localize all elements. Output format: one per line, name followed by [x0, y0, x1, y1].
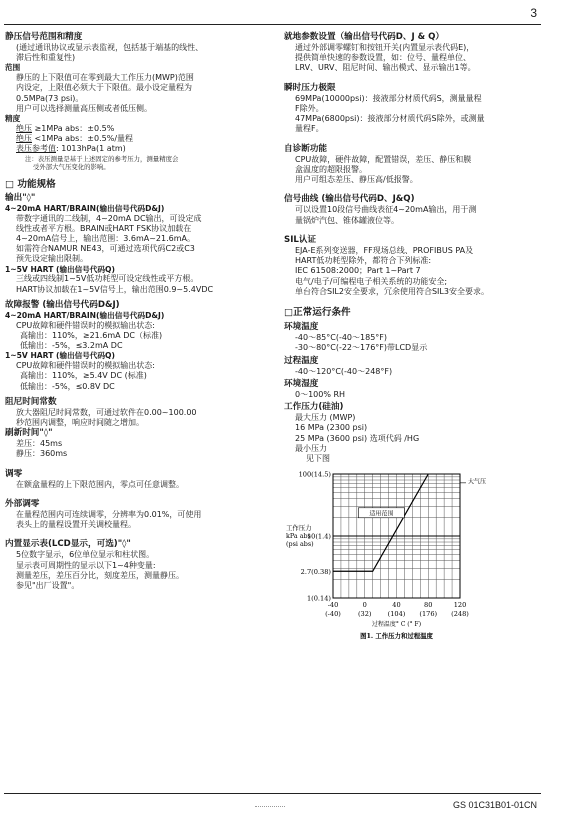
text-line: 最小压力 [295, 443, 327, 453]
text-line: 如需符合NAMUR NE43，可通过选项代码C2或C3 [16, 244, 195, 254]
y-axis-label: 工作压力 [286, 524, 312, 533]
range-intro [5, 43, 275, 63]
y-axis-label: (psi abs) [286, 540, 314, 549]
humidity-title: 环境湿度 [284, 378, 319, 389]
burst-text [284, 94, 542, 135]
range-line: (通过通讯协议或显示表监视，包括基于端基的线性、 [16, 43, 204, 52]
external-zero-title: 外部调零 [5, 498, 40, 509]
text-line: 单台符合SIL2安全要求，冗余使用符合SIL3安全要求。 [295, 286, 489, 296]
diag-text [284, 155, 542, 186]
y-axis-label: kPa abs [286, 532, 311, 541]
gauge-reference [16, 144, 275, 154]
process-text: -40～120°C(-40～248°F) [295, 366, 393, 376]
page-number: 3 [530, 6, 537, 20]
text-line: 16 MPa (2300 psi) [295, 423, 368, 433]
x-axis-label: 过程温度° C (° F) [371, 621, 422, 629]
refresh-static: 静压：360ms [16, 449, 68, 459]
output-15v-text [5, 274, 275, 294]
text-line: 放大器阻尼时间常数，可通过软件在0.00~100.00 [16, 407, 197, 417]
text-line: 三线或四线制1~5V低功耗型可设定线性或平方根。 [16, 274, 199, 284]
atmospheric-label: 大气压 [468, 478, 487, 486]
note-line: 受外部大气压变化的影响。 [33, 162, 110, 171]
lcd-title: 内置显示表(LCD显示，可选)"◊" [5, 539, 131, 550]
accuracy-sub: 精度 [5, 114, 21, 124]
text-line: IEC 61508:2000；Part 1~Part 7 [295, 266, 421, 276]
text-line: 最大压力 (MWP) [295, 413, 356, 423]
ambient-title: 环境温度 [284, 322, 319, 333]
y-tick-label: 2.7(0.38) [300, 568, 331, 577]
abs-value: <1MPa abs：±0.5%/量程 [32, 134, 134, 144]
gauge-ref-value: : 1013hPa(1 atm) [56, 144, 126, 154]
text-line: 表头上的量程设置开关调校量程。 [16, 520, 136, 530]
process-title: 过程温度 [284, 355, 319, 366]
text-line: LRV、URV、阻尼时间、输出模式、显示输出1等。 [295, 63, 476, 73]
text-line: 电气/电子/可编程电子相关系统的功能安全; [295, 276, 448, 286]
text-line: 5位数字显示，6位单位显示和柱状图。 [16, 550, 155, 560]
functional-spec-heading: □ 功能规格 [5, 178, 56, 190]
header-rule [4, 24, 541, 25]
alarm-15v-high: 高输出：110%，≥5.4V DC (标准) [20, 371, 147, 381]
range-sub: 范围 [5, 63, 21, 73]
text-line: -30～80°C(-22～176°F)带LCD显示 [295, 343, 428, 353]
local-setting-title: 就地参数设置（输出信号代码D、J & Q） [284, 32, 445, 42]
alarm-15v-sub: 1~5V HART (输出信号代码Q) [5, 351, 115, 361]
abs-label: 绝压 [16, 134, 32, 144]
diag-title: 自诊断功能 [284, 143, 327, 154]
x-tick-label: 80 [424, 601, 433, 610]
alarm-15v-low: 低输出：-5%，≤0.8V DC [20, 381, 115, 391]
text-line: -40～85°C(-40～185°F) [295, 333, 388, 343]
text-line: 秒范围内调整，响应时间随之增加。 [16, 417, 144, 427]
alarm-hart-brain-text: CPU故障和硬件错误时的模拟输出状态: [16, 320, 155, 330]
sil-title: SIL认证 [284, 234, 317, 245]
pressure-temperature-chart [284, 470, 534, 641]
footer-rule [4, 793, 541, 794]
range-title: 静压信号范围和精度 [5, 32, 83, 42]
text-line: 带数字通讯的二线制，4~20mA DC输出，可设定成 [16, 213, 202, 223]
text-line: 用户可组态差压、静压高/低报警。 [295, 175, 418, 185]
working-pressure-title: 工作压力(硅油) [284, 402, 344, 413]
lcd-text [5, 550, 275, 591]
y-tick-label: 10(1.4) [306, 532, 331, 541]
text-line: HART低功耗型除外，都符合下列标准: [295, 256, 432, 266]
x-tick-label-f: (-40) [325, 610, 341, 619]
curve-text [284, 205, 542, 225]
alarm-hart-brain-sub: 4~20mA HART/BRAIN(输出信号代码D&J) [5, 310, 165, 320]
x-tick-label: 40 [392, 601, 401, 610]
text-line: 量锅炉汽包、锥体罐液位等。 [295, 215, 399, 225]
text-line: 预先设定输出限制。 [16, 254, 88, 264]
abs-value: ≥1MPa abs：±0.5% [32, 123, 115, 133]
text-line: 4~20mA信号上，输出范围：3.6mA~21.6mA。 [16, 234, 196, 243]
text-line: CPU故障，硬件故障，配置错误，差压、静压和膜 [295, 154, 472, 164]
curve-title: 信号曲线 (输出信号代码D、J&Q) [284, 194, 415, 205]
note-line: 注：表压测量是基于上述固定的参考压力，测量精度会 [25, 154, 179, 163]
zero-text: 在额盒量程的上下限范围内，零点可任意调整。 [16, 479, 184, 489]
refresh-title: 刷新时间"◊" [5, 428, 53, 439]
text-line: 显示表可周期性的显示以下1~4种变量: [16, 560, 156, 570]
accuracy-list [5, 124, 275, 155]
chart-svg [284, 470, 534, 640]
abs-label: 绝压 [16, 123, 32, 133]
gauge-note [5, 155, 275, 171]
region-label: 适用范围 [369, 510, 394, 518]
text-line: 69MPa(10000psi)：接液部分材质代码S，测量量程 [295, 93, 482, 103]
text-line: 测量差压，差压百分比，刻度差压，测量静压。 [16, 570, 184, 580]
left-column [5, 32, 275, 591]
text-line: F除外。 [295, 103, 324, 113]
ambient-text [284, 333, 542, 353]
range-line: 滞后性和重复性) [16, 53, 76, 63]
burst-title: 瞬时压力极限 [284, 82, 336, 93]
right-column [284, 32, 542, 641]
alarm-title: 故障报警 (输出信号代码D&J) [5, 299, 120, 310]
range-text-line: 静压的上下限值可在零到最大工作压力(MWP)范围 [16, 73, 194, 83]
x-tick-label: 0 [362, 601, 367, 610]
see-figure: 见下图 [306, 454, 330, 464]
local-setting-text [284, 43, 542, 74]
text-line: 47MPa(6800psi)：接液部分材质代码S除外，或测量 [295, 114, 485, 124]
x-tick-label-f: (104) [387, 610, 406, 619]
external-zero-text [5, 510, 275, 530]
alarm-hart-brain-high: 高输出：110%，≥21.6mA DC（标准) [20, 330, 163, 340]
text-line: 盒温度的超限报警。 [295, 164, 367, 174]
working-pressure-text [284, 413, 542, 454]
output-15v-sub: 1~5V HART (输出信号代码Q) [5, 264, 115, 274]
zero-title: 调零 [5, 468, 23, 479]
accuracy-abs-high [16, 124, 275, 134]
text-line: 通过外部调零螺钉和按钮开关(内置显示表代码E)， [295, 43, 475, 52]
text-line: HART协议加载在1~5V信号上，输出范围0.9~5.4VDC [16, 284, 214, 294]
damping-title: 阻尼时间常数 [5, 396, 57, 407]
sil-text [284, 246, 542, 297]
y-tick-label: 1(0.14) [306, 594, 331, 603]
output-hart-brain-sub: 4~20mA HART/BRAIN(输出信号代码D&J) [5, 203, 165, 213]
refresh-diff: 差压：45ms [16, 439, 63, 449]
accuracy-abs-low [16, 134, 275, 144]
normal-operating-heading: □正常运行条件 [284, 306, 351, 318]
range-text-line: 用户可以选择测量高压侧或者低压侧。 [16, 103, 152, 113]
footer-mark [255, 806, 285, 807]
text-line: 量程F。 [295, 124, 324, 134]
text-line: 在量程范围内可连续调零，分辨率为0.01%，可使用 [16, 509, 202, 519]
text-line: 参见"出厂设置"。 [16, 581, 80, 591]
damping-text [5, 408, 275, 428]
alarm-hart-brain-low: 低输出：-5%，≤3.2mA DC [20, 341, 123, 351]
x-tick-label-f: (176) [419, 610, 438, 619]
range-text-line: 0.5MPa(73 psi)。 [16, 93, 84, 103]
text-line: 提供简单快速的参数设置，如：位号、量程单位、 [295, 53, 471, 63]
output-hart-brain-text [5, 214, 275, 265]
footer-code: GS 01C31B01-01CN [452, 800, 537, 810]
x-tick-label-f: (248) [451, 610, 469, 619]
x-tick-label-f: (32) [357, 610, 372, 619]
x-tick-label: -40 [327, 601, 339, 610]
text-line: 线性或者平方根。BRAIN或HART FSK协议加载在 [16, 223, 192, 233]
output-title: 输出"◊" [5, 192, 36, 203]
text-line: 可以设置10段信号曲线表征4~20mA输出，用于测 [295, 205, 477, 215]
text-line: 25 MPa (3600 psi) 选项代码 /HG [295, 433, 420, 443]
range-text-line: 内设定，上限值必须大于下限值。最小设定量程为 [16, 83, 192, 93]
humidity-text: 0～100% RH [295, 389, 346, 399]
x-tick-label: 120 [453, 601, 467, 610]
y-tick-label: 100(14.5) [298, 470, 331, 479]
alarm-15v-text: CPU故障和硬件错误时的模拟输出状态: [16, 361, 155, 371]
range-text [5, 73, 275, 114]
gauge-ref-label: 表压参考值 [16, 144, 56, 154]
text-line: EJA-E系列变送器，FF现场总线、PROFIBUS PA及 [295, 245, 474, 255]
chart-title: 图1. 工作压力和过程温度 [360, 632, 433, 641]
